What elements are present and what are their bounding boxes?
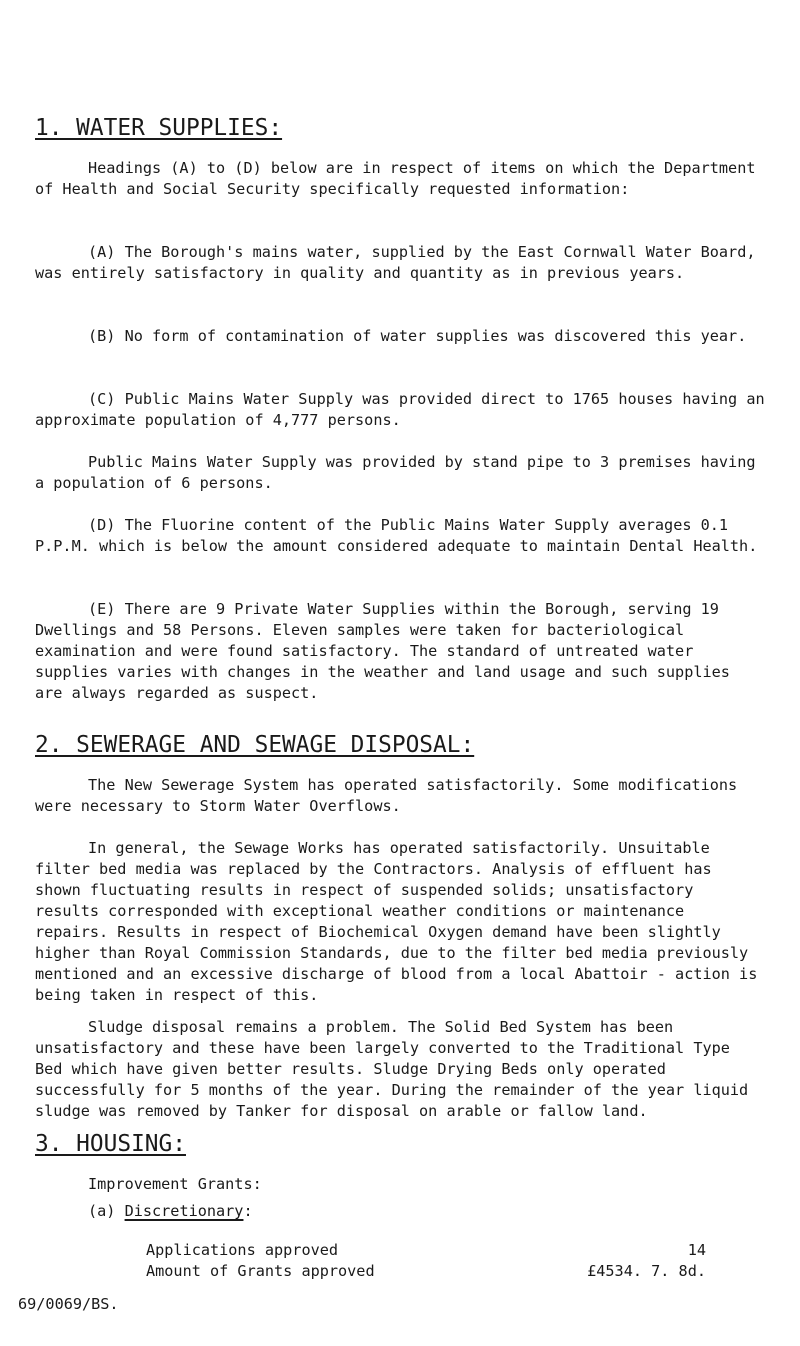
- footer-reference: 69/0069/BS.: [18, 1295, 119, 1313]
- discretionary-label: (a) Discretionary:: [88, 1202, 253, 1220]
- sewerage-paragraph-2: In general, the Sewage Works has operated satisfactorily. Unsuitable filter bed media was replaced by the Contractors. Analysis of effluent has shown fluctuating results in respect of suspended solids; unsatisfactory results corresponded with exceptional weather conditions or maintenance repairs. Results in respect of Biochemical Oxygen demand have been slightly higher than Royal Commission Standards, due to the filter bed media previously mentioned and an excessive discharge of blood from a local Abattoir - action is being taken in respect of this.: [35, 839, 758, 1004]
- heading-water-supplies: 1. WATER SUPPLIES:: [35, 115, 283, 141]
- grants-table: [146, 1240, 706, 1282]
- water-item-b: (B) No form of contamination of water supplies was discovered this year.: [88, 327, 747, 345]
- water-item-c: (C) Public Mains Water Supply was provided direct to 1765 houses having an approximate population of 4,777 persons.: [35, 390, 765, 429]
- row-label: Amount of Grants approved: [146, 1262, 375, 1280]
- row-value: 14: [687, 1241, 706, 1259]
- water-item-e: (E) There are 9 Private Water Supplies within the Borough, serving 19 Dwellings and 58 Persons. Eleven samples were taken for bacteriological examination and were found satisfactory. The standard of untreated water supplies varies with changes in the weather and land usage and such supplies are always regarded as suspect.: [35, 600, 730, 702]
- water-item-a: (A) The Borough's mains water, supplied by the East Cornwall Water Board, was entirely satisfactory in quality and quantity as in previous years.: [35, 243, 756, 282]
- sewerage-paragraph-1: The New Sewerage System has operated satisfactorily. Some modifications were necessary to Storm Water Overflows.: [35, 776, 738, 815]
- water-intro-paragraph: Headings (A) to (D) below are in respect of items on which the Department of Health and Social Security specifically requested information:: [35, 159, 756, 198]
- row-value: £4534. 7. 8d.: [587, 1262, 706, 1280]
- water-item-d: (D) The Fluorine content of the Public Mains Water Supply averages 0.1 P.P.M. which is below the amount considered adequate to maintain Dental Health.: [35, 516, 758, 555]
- row-label: Applications approved: [146, 1241, 339, 1259]
- table-row: [146, 1261, 706, 1282]
- improvement-grants-label: Improvement Grants:: [88, 1175, 262, 1193]
- water-item-c-standpipe: Public Mains Water Supply was provided by stand pipe to 3 premises having a population of 6 persons.: [35, 453, 756, 492]
- heading-sewerage: 2. SEWERAGE AND SEWAGE DISPOSAL:: [35, 732, 475, 758]
- sewerage-paragraph-3: Sludge disposal remains a problem. The Solid Bed System has been unsatisfactory and these have been largely converted to the Traditional Type Bed which have given better results. Sludge Drying Beds only operated successfully for 5 months of the year. During the remainder of the year liquid sludge was removed by Tanker for disposal on arable or fallow land.: [35, 1018, 749, 1120]
- heading-housing: 3. HOUSING:: [35, 1131, 186, 1157]
- table-row: [146, 1240, 706, 1261]
